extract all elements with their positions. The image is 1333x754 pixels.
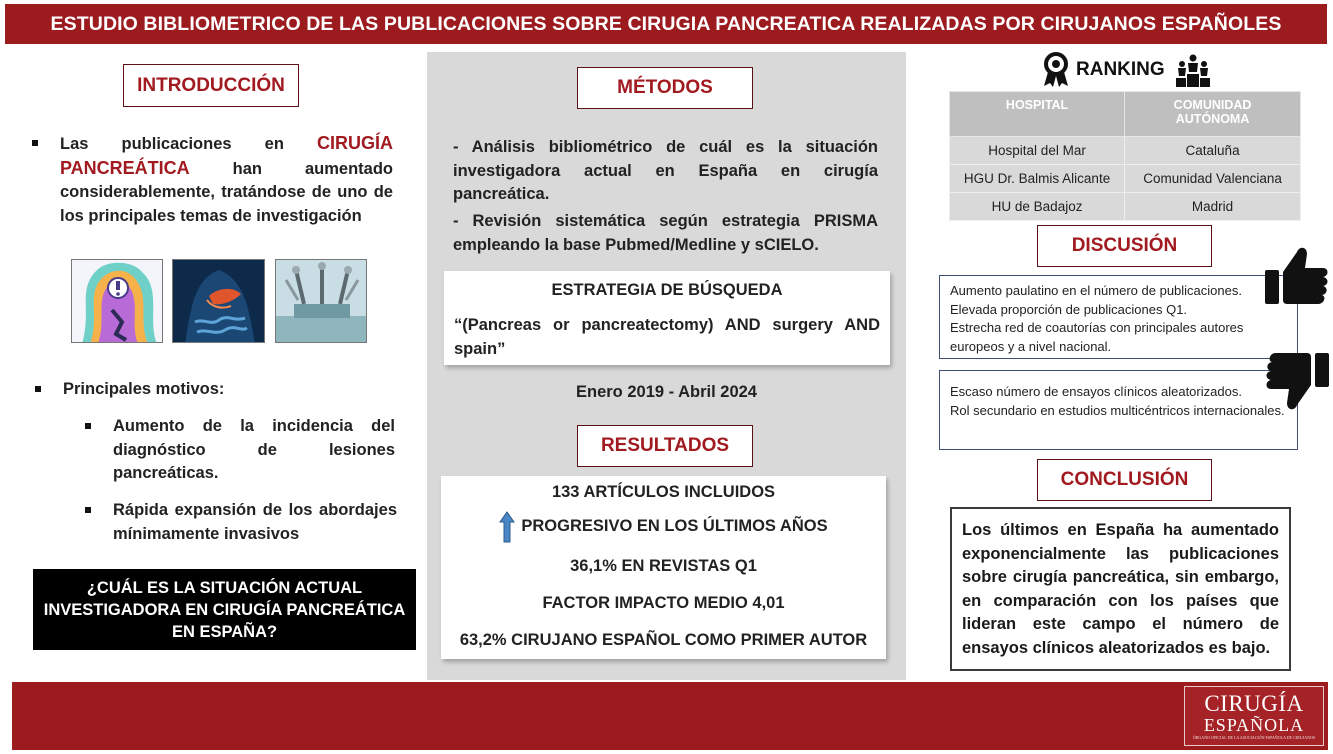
conclusion-text: Los últimos en España ha aumentado exponencialmente las publicaciones sobre cirugía pancreática, sin embargo, en comparación con los países que lideran este campo el número de ensayos clínicos aleatorizados es bajo. bbox=[950, 507, 1291, 671]
arrow-up-icon bbox=[499, 511, 515, 543]
negative-point: Escaso número de ensayos clínicos aleatorizados. bbox=[950, 384, 1242, 399]
poster-title: ESTUDIO BIBLIOMETRICO DE LAS PUBLICACIONES SOBRE CIRUGIA PANCREATICA REALIZADAS POR CIRUJANOS ESPAÑOLES bbox=[5, 4, 1327, 44]
research-question: ¿CUÁL ES LA SITUACIÓN ACTUAL INVESTIGADORA EN CIRUGÍA PANCREÁTICA EN ESPAÑA? bbox=[33, 569, 416, 650]
logo-line: CIRUGÍA bbox=[1204, 691, 1304, 716]
footer-bar bbox=[12, 682, 1328, 750]
positive-point: Aumento paulatino en el número de publicaciones. bbox=[950, 283, 1242, 298]
intro-text-post: han aumentado considerablemente, tratándose de uno de los principales temas de investigación bbox=[60, 159, 393, 225]
table-cell: HGU Dr. Balmis Alicante bbox=[950, 165, 1125, 193]
bullet-icon bbox=[32, 140, 38, 146]
conclusion-title: CONCLUSIÓN bbox=[1037, 459, 1212, 501]
negative-point: Rol secundario en estudios multicéntricos internacionales. bbox=[950, 402, 1285, 418]
ranking-heading bbox=[1042, 52, 1211, 88]
method-item: - Análisis bibliométrico de cuál es la situación investigadora actual en España en cirugía pancreática. bbox=[453, 138, 878, 203]
column-header: HOSPITAL bbox=[950, 92, 1125, 137]
bullet-icon bbox=[85, 507, 91, 513]
motive-item: Rápida expansión de los abordajes mínimamente invasivos bbox=[85, 499, 397, 546]
positive-point: Estrecha red de coautorías con principales autores europeos y a nivel nacional. bbox=[950, 320, 1244, 354]
table-cell: Cataluña bbox=[1125, 137, 1301, 165]
methods-title: MÉTODOS bbox=[577, 67, 753, 109]
intro-text-pre: Las publicaciones en bbox=[60, 135, 284, 153]
intro-paragraph bbox=[32, 132, 394, 228]
ranking-table bbox=[949, 91, 1301, 221]
search-strategy-title: ESTRATEGIA DE BÚSQUEDA bbox=[551, 281, 783, 299]
table-row bbox=[950, 193, 1301, 221]
introduction-title: INTRODUCCIÓN bbox=[123, 64, 299, 107]
table-cell: Hospital del Mar bbox=[950, 137, 1125, 165]
logo-subtitle: ÓRGANO OFICIAL DE LA ASOCIACIÓN ESPAÑOLA DE CIRUJANOS bbox=[1192, 735, 1316, 740]
table-cell: Madrid bbox=[1125, 193, 1301, 221]
result-item-row bbox=[441, 511, 886, 543]
discussion-title: DISCUSIÓN bbox=[1037, 225, 1212, 267]
result-item: 63,2% CIRUJANO ESPAÑOL COMO PRIMER AUTOR bbox=[459, 631, 868, 649]
thumbs-up-icon bbox=[1263, 244, 1329, 306]
lightbulb-illustration bbox=[71, 259, 163, 343]
table-header-row bbox=[950, 92, 1301, 137]
results-card bbox=[441, 476, 886, 659]
thumbs-down-icon bbox=[1265, 351, 1331, 413]
medal-icon bbox=[1042, 52, 1070, 88]
podium-icon bbox=[1175, 53, 1211, 87]
result-item: PROGRESIVO EN LOS ÚLTIMOS AÑOS bbox=[521, 517, 828, 536]
table-row bbox=[950, 165, 1301, 193]
results-title: RESULTADOS bbox=[577, 425, 753, 467]
pancreas-anatomy-illustration bbox=[172, 259, 265, 343]
journal-logo bbox=[1184, 686, 1324, 746]
search-strategy-query: “(Pancreas or pancreatectomy) AND surgery AND spain” bbox=[454, 316, 880, 358]
surgical-robot-photo bbox=[275, 259, 367, 343]
ranking-title: RANKING bbox=[1076, 59, 1165, 80]
table-cell: Comunidad Valenciana bbox=[1125, 165, 1301, 193]
result-item: 36,1% EN REVISTAS Q1 bbox=[570, 557, 757, 575]
method-item: - Revisión sistemática según estrategia PRISMA empleando la base Pubmed/Medline y sCIELO. bbox=[453, 212, 878, 254]
positive-point: Elevada proporción de publicaciones Q1. bbox=[950, 301, 1188, 317]
discussion-positives bbox=[939, 275, 1298, 359]
motives-heading: Principales motivos: bbox=[35, 378, 224, 402]
search-strategy-card bbox=[444, 271, 890, 365]
motive-item: Aumento de la incidencia del diagnóstico de lesiones pancreáticas. bbox=[85, 415, 395, 486]
column-header: COMUNIDAD AUTÓNOMA bbox=[1125, 92, 1301, 137]
date-range: Enero 2019 - Abril 2024 bbox=[576, 383, 757, 401]
logo-line: ESPAÑOLA bbox=[1203, 715, 1305, 735]
intro-highlight: CIRUGÍA PANCREÁTICA bbox=[60, 133, 393, 178]
result-item: FACTOR IMPACTO MEDIO 4,01 bbox=[542, 594, 785, 612]
result-item: 133 ARTÍCULOS INCLUIDOS bbox=[551, 483, 776, 501]
discussion-negatives bbox=[939, 370, 1298, 450]
table-cell: HU de Badajoz bbox=[950, 193, 1125, 221]
bullet-icon bbox=[85, 423, 91, 429]
bullet-icon bbox=[35, 386, 41, 392]
table-row bbox=[950, 137, 1301, 165]
